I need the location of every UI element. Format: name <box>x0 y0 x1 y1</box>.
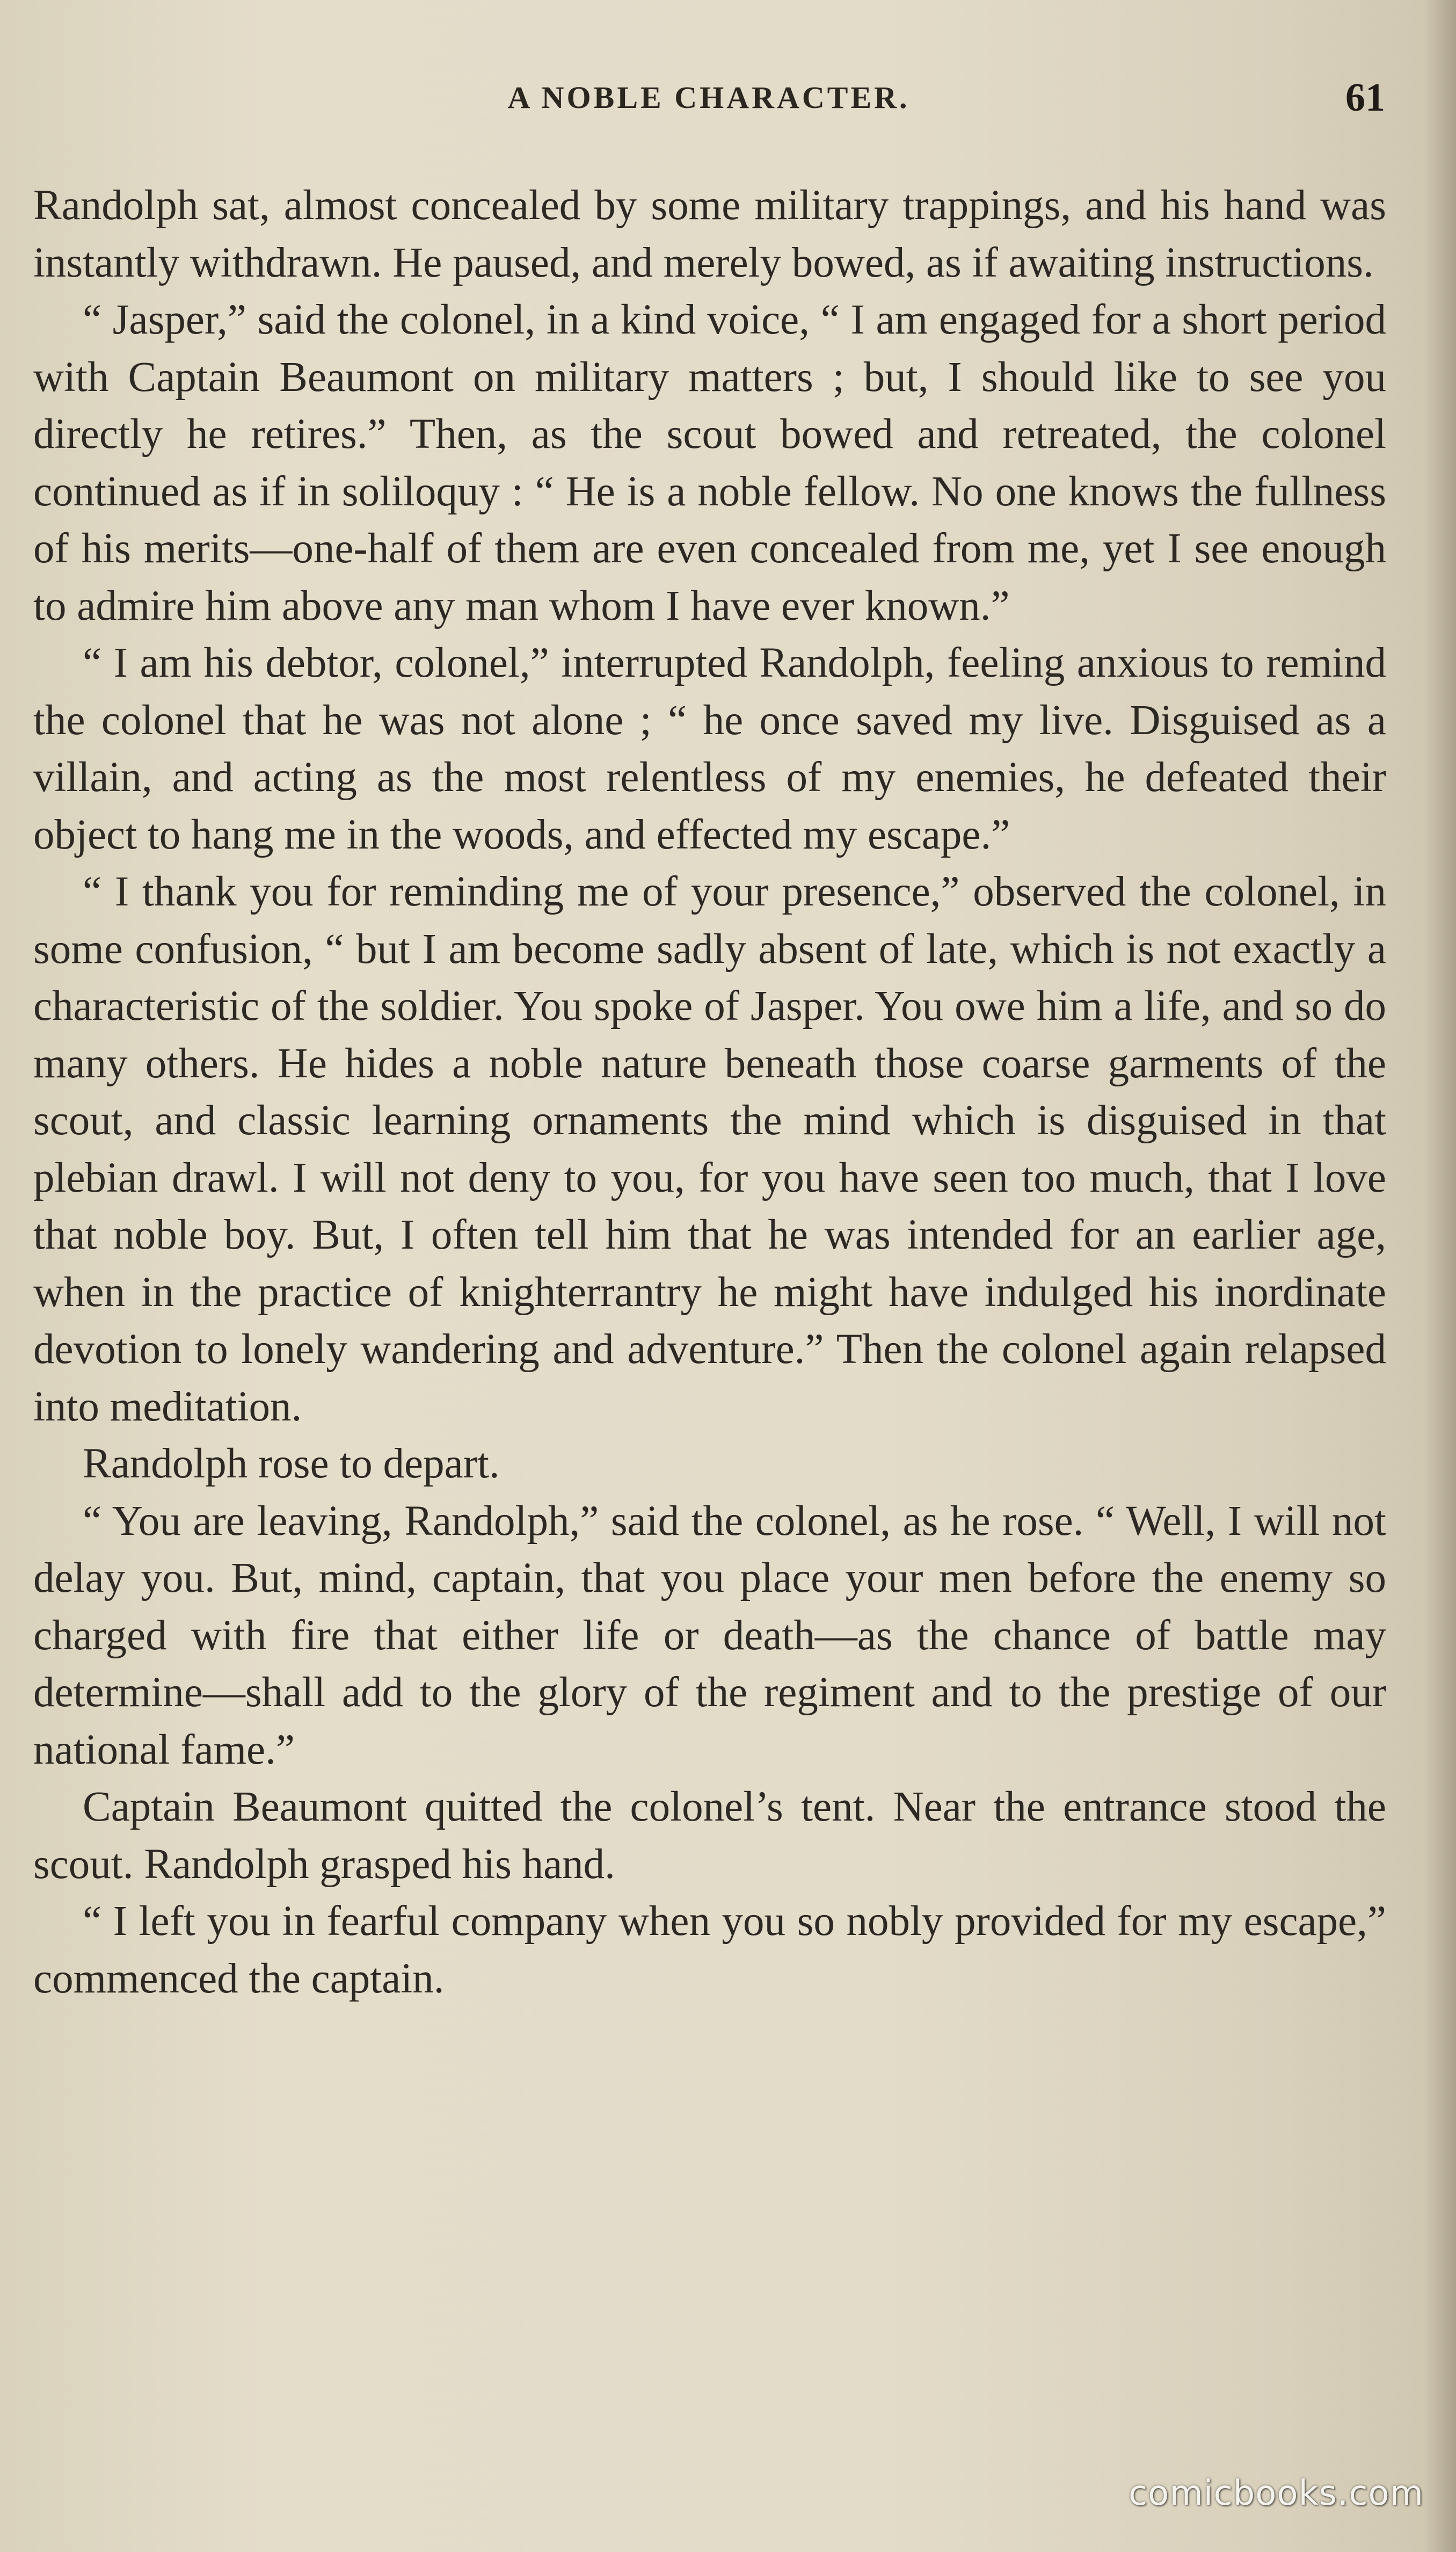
page-body <box>33 177 1386 2007</box>
page-number: 61 <box>1345 76 1385 120</box>
paragraph: Randolph rose to depart. <box>83 1440 500 1487</box>
paragraph: “ Jasper,” said the colonel, in a kind voice, “ I am engaged for a short period with Captain Beaumont on military matters ; but, I should like to see you directly he retires.” Then, as the scout bowed and retreated, the colonel continued as if in soliloquy : “ He is a noble fellow. No one knows the fullness of his merits—one-half of them are even concealed from me, yet I see enough to admire him above any man whom I have ever known.” <box>33 296 1386 629</box>
paragraph: Randolph sat, almost concealed by some military trappings, and his hand was instantly withdrawn. He paused, and merely bowed, as if awaiting instructions. <box>33 182 1386 286</box>
watermark: comicbooks.com <box>1128 2474 1424 2513</box>
page-header <box>32 75 1385 134</box>
paragraph: Captain Beaumont quitted the colonel’s tent. Near the entrance stood the scout. Randolph grasped his hand. <box>33 1784 1386 1888</box>
paragraph: “ I left you in fearful company when you so nobly provided for my escape,” commenced the captain. <box>33 1898 1386 2002</box>
paragraph: “ You are leaving, Randolph,” said the colonel, as he rose. “ Well, I will not delay you. But, mind, captain, that you place your men before the enemy so charged with fire that either life or death—as the chance of battle may determine—shall add to the glory of the regiment and to the prestige of our national fame.” <box>33 1497 1386 1773</box>
paragraph: “ I am his debtor, colonel,” interrupted Randolph, feeling anxious to remind the colonel that he was not alone ; “ he once saved my live. Disguised as a villain, and acting as the most relentless of my enemies, he defeated their object to hang me in the woods, and effected my escape.” <box>33 640 1386 858</box>
paragraph: “ I thank you for reminding me of your presence,” observed the colonel, in some confusion, “ but I am become sadly absent of late, which is not exactly a characteristic of the soldier. You spoke of Jasper. You owe him a life, and so do many others. He hides a noble nature beneath those coarse garments of the scout, and classic learning ornaments the mind which is disguised in that plebian drawl. I will not deny to you, for you have seen too much, that I love that noble boy. But, I often tell him that he was intended for an earlier age, when in the practice of knighterrantry he might have indulged his inordinate devotion to lonely wandering and adventure.” Then the colonel again relapsed into meditation. <box>33 868 1386 1430</box>
running-head: A NOBLE CHARACTER. <box>507 80 910 115</box>
